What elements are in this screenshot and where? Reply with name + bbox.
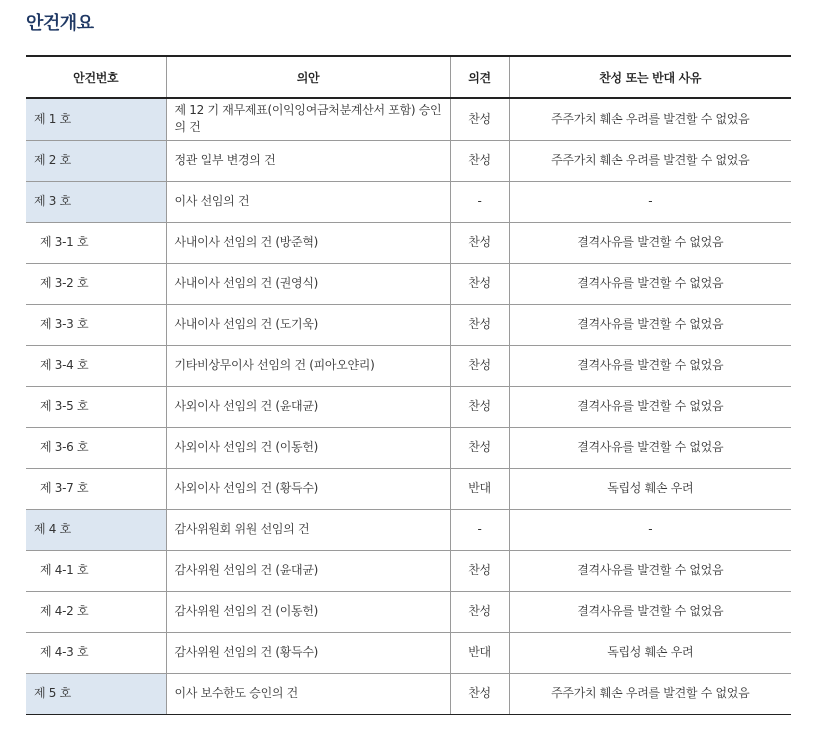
opinion-cell: 찬성: [450, 140, 509, 181]
opinion-cell: 찬성: [450, 222, 509, 263]
opinion-cell: 찬성: [450, 263, 509, 304]
opinion-cell: 찬성: [450, 550, 509, 591]
agenda-cell: 사외이사 선임의 건 (윤대균): [166, 386, 450, 427]
agenda-number-cell: 제 5 호: [26, 673, 166, 714]
opinion-cell: 찬성: [450, 345, 509, 386]
reason-cell: 독립성 훼손 우려: [509, 468, 791, 509]
table-row: [26, 140, 791, 181]
table-row: [26, 509, 791, 550]
reason-cell: 주주가치 훼손 우려를 발견할 수 없었음: [509, 140, 791, 181]
agenda-cell: 감사위원회 위원 선임의 건: [166, 509, 450, 550]
reason-cell: 결격사유를 발견할 수 없었음: [509, 304, 791, 345]
opinion-cell: 반대: [450, 468, 509, 509]
agenda-cell: 사외이사 선임의 건 (황득수): [166, 468, 450, 509]
agenda-number-cell: 제 3-4 호: [26, 345, 166, 386]
table-row: [26, 468, 791, 509]
reason-cell: 결격사유를 발견할 수 없었음: [509, 345, 791, 386]
table-row: [26, 673, 791, 714]
opinion-cell: -: [450, 509, 509, 550]
table-row: [26, 427, 791, 468]
reason-cell: -: [509, 509, 791, 550]
table-row: [26, 98, 791, 140]
reason-cell: 결격사유를 발견할 수 없었음: [509, 427, 791, 468]
agenda-number-cell: 제 3-1 호: [26, 222, 166, 263]
agenda-cell: 사외이사 선임의 건 (이동헌): [166, 427, 450, 468]
header-reason: 찬성 또는 반대 사유: [509, 56, 791, 98]
header-agenda-number: 안건번호: [26, 56, 166, 98]
agenda-cell: 감사위원 선임의 건 (윤대균): [166, 550, 450, 591]
opinion-cell: 찬성: [450, 304, 509, 345]
table-row: [26, 386, 791, 427]
table-row: [26, 632, 791, 673]
agenda-cell: 사내이사 선임의 건 (방준혁): [166, 222, 450, 263]
agenda-cell: 감사위원 선임의 건 (이동헌): [166, 591, 450, 632]
agenda-number-cell: 제 4-1 호: [26, 550, 166, 591]
section-title: 안건개요: [26, 13, 94, 34]
reason-cell: 결격사유를 발견할 수 없었음: [509, 222, 791, 263]
table-row: [26, 263, 791, 304]
opinion-cell: -: [450, 181, 509, 222]
agenda-number-cell: 제 3 호: [26, 181, 166, 222]
reason-cell: 결격사유를 발견할 수 없었음: [509, 591, 791, 632]
table-row: [26, 304, 791, 345]
agenda-table: [26, 55, 791, 715]
header-agenda: 의안: [166, 56, 450, 98]
agenda-cell: 감사위원 선임의 건 (황득수): [166, 632, 450, 673]
reason-cell: 독립성 훼손 우려: [509, 632, 791, 673]
opinion-cell: 찬성: [450, 673, 509, 714]
opinion-cell: 찬성: [450, 427, 509, 468]
table-row: [26, 345, 791, 386]
agenda-number-cell: 제 4-2 호: [26, 591, 166, 632]
reason-cell: 결격사유를 발견할 수 없었음: [509, 550, 791, 591]
table-header-row: [26, 56, 791, 98]
reason-cell: 주주가치 훼손 우려를 발견할 수 없었음: [509, 98, 791, 140]
agenda-number-cell: 제 3-2 호: [26, 263, 166, 304]
agenda-cell: 제 12 기 재무제표(이익잉여금처분계산서 포함) 승인의 건: [166, 98, 450, 140]
opinion-cell: 찬성: [450, 591, 509, 632]
agenda-number-cell: 제 4-3 호: [26, 632, 166, 673]
reason-cell: 결격사유를 발견할 수 없었음: [509, 386, 791, 427]
agenda-number-cell: 제 3-7 호: [26, 468, 166, 509]
agenda-cell: 이사 선임의 건: [166, 181, 450, 222]
opinion-cell: 찬성: [450, 386, 509, 427]
reason-cell: -: [509, 181, 791, 222]
table-row: [26, 181, 791, 222]
agenda-cell: 기타비상무이사 선임의 건 (피아오얀리): [166, 345, 450, 386]
agenda-number-cell: 제 3-5 호: [26, 386, 166, 427]
agenda-number-cell: 제 3-6 호: [26, 427, 166, 468]
agenda-number-cell: 제 3-3 호: [26, 304, 166, 345]
agenda-number-cell: 제 2 호: [26, 140, 166, 181]
header-opinion: 의견: [450, 56, 509, 98]
agenda-cell: 사내이사 선임의 건 (권영식): [166, 263, 450, 304]
reason-cell: 결격사유를 발견할 수 없었음: [509, 263, 791, 304]
agenda-cell: 이사 보수한도 승인의 건: [166, 673, 450, 714]
table-row: [26, 550, 791, 591]
agenda-number-cell: 제 1 호: [26, 98, 166, 140]
table-row: [26, 222, 791, 263]
opinion-cell: 반대: [450, 632, 509, 673]
reason-cell: 주주가치 훼손 우려를 발견할 수 없었음: [509, 673, 791, 714]
agenda-number-cell: 제 4 호: [26, 509, 166, 550]
opinion-cell: 찬성: [450, 98, 509, 140]
table-row: [26, 591, 791, 632]
agenda-cell: 정관 일부 변경의 건: [166, 140, 450, 181]
agenda-cell: 사내이사 선임의 건 (도기욱): [166, 304, 450, 345]
